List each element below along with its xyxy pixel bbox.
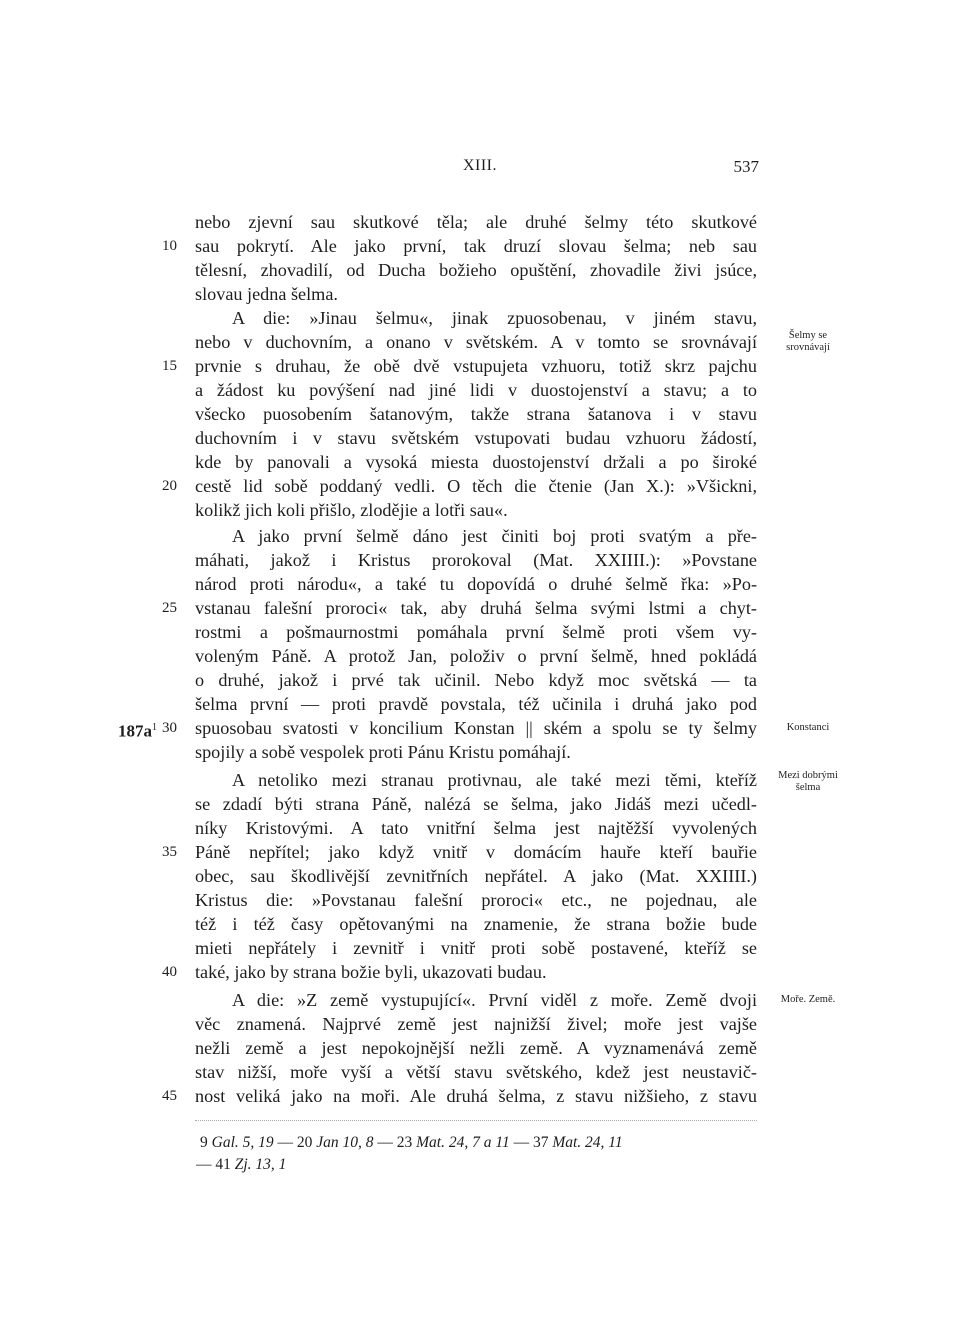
line-number: 40 [162, 964, 177, 980]
text-line: vstanau falešní proroci« tak, aby druhá šelma svými lstmi a chyt- [195, 598, 757, 618]
line-number: 15 [162, 358, 177, 374]
text-line: slovau jedna šelma. [195, 284, 338, 304]
margin-note: Konstanci [786, 722, 830, 733]
text-line: kolikž jich koli přišlo, zlodějie a lotři sau«. [195, 500, 508, 520]
text-line: A jako první šelmě dáno jest činiti boj proti svatým a pře- [232, 526, 757, 546]
text-line: nost veliká jako na moři. Ale druhá šelma, z stavu nižšieho, z stavu [195, 1086, 757, 1106]
text-line: A die: »Jinau šelmu«, jinak zpuosobenau, v jiném stavu, [232, 308, 757, 328]
text-line: nebo v duchovním, a onano v světském. A v tomto se srovnávají [195, 332, 757, 352]
text-line: voleným Páně. A protož Jan, položiv o první šelmě, hned pokládá [195, 646, 757, 666]
footnote-number: 20 [296, 1134, 313, 1151]
text-line: šelma první — proti pravdě povstala, též učinila i druhá jako pod [195, 694, 757, 714]
text-line: A die: »Z země vystupující«. První viděl z moře. Země dvoji [232, 990, 757, 1010]
text-line: se zdadí býti strana Páně, nalézá se šelma, jako Jidáš mezi učedl- [195, 794, 757, 814]
text-line: Kristus die: »Povstanau falešní proroci« etc., ne pojednau, ale [195, 890, 757, 910]
text-line: duchovním i v stavu světském vstupovati budau vzhuoru žádostí, [195, 428, 757, 448]
line-number: 10 [162, 238, 177, 254]
text-line: máhati, jakož i Kristus prorokoval (Mat. XXIIII.): »Povstane [195, 550, 757, 570]
footnote-reference: Jan 10, 8 [316, 1134, 374, 1151]
text-line: též i též časy opětovanými na znamenie, že strana božie bude [195, 914, 757, 934]
text-line: nebo zjevní sau skutkové těla; ale druhé šelmy této skutkové [195, 212, 757, 232]
text-line: A netoliko mezi stranau protivnau, ale také mezi těmi, kteříž [232, 770, 757, 790]
chapter-heading: XIII. [462, 157, 498, 174]
text-line: všecko puosobením šatanovým, takže strana šatanova i v stavu [195, 404, 757, 424]
footnote-number: 23 [396, 1134, 413, 1151]
text-line: prvnie s druhau, že obě dvě vstupujeta vzhuoru, totiž skrz pajchu [195, 356, 757, 376]
text-line: tělesní, zhovadilí, od Ducha božieho opuštění, zhovadile živi jsúce, [195, 260, 757, 280]
footnote-reference: Gal. 5, 19 [211, 1134, 274, 1151]
text-line: Páně nepřítel; jako když vnitř v domácím hauře kteří bauřie [195, 842, 757, 862]
text-line: o druhé, jakož i prvé tak učinil. Nebo když moc světská — ta [195, 670, 757, 690]
footnote-dash: — [277, 1134, 293, 1151]
margin-note: Mezi dobrými šelma [778, 770, 838, 793]
footnote-reference: Zj. 13, 1 [234, 1156, 287, 1173]
text-line: mieti nepřátely i zevnitř i vnitř proti sobě postavené, kteříž se [195, 938, 757, 958]
footnote-reference: Mat. 24, 7 a 11 [416, 1134, 510, 1151]
text-line: spuosobau svatosti v koncilium Konstan || ském a spolu se ty šelmy [195, 718, 757, 738]
text-line: a žádost ku povýšení nad jiné lidi v duostojenství a stavu; a to [195, 380, 757, 400]
text-line: rostmi a pošmaurnostmi pomáhala první šelmě proti všem vy- [195, 622, 757, 642]
footnote-number: 37 [532, 1134, 549, 1151]
page-number: 537 [733, 157, 759, 176]
line-number: 45 [162, 1088, 177, 1104]
line-number: 25 [162, 600, 177, 616]
footnote-number: 9 [200, 1134, 208, 1151]
margin-note: Šelmy se srovnávají [786, 330, 830, 353]
text-line: národ proti národu«, a také tu dopovídá o druhé šelmě řka: »Po- [195, 574, 757, 594]
margin-note: Moře. Země. [780, 994, 836, 1005]
line-number: 35 [162, 844, 177, 860]
folio-mark-main: 187a [118, 721, 152, 741]
folio-mark-sup: 1 [152, 722, 157, 733]
text-line: nežli země a jest nepokojnější nežli země. A vyznamenává země [195, 1038, 757, 1058]
line-number: 30 [162, 720, 177, 736]
line-number: 20 [162, 478, 177, 494]
text-line: stav nižší, moře vyší a větší stavu světského, kdež jest neustavič- [195, 1062, 757, 1082]
text-line: věc znamená. Najprvé země jest najnižší živel; moře jest vajše [195, 1014, 757, 1034]
footnote-dash: — [513, 1134, 530, 1151]
folio-mark [118, 716, 157, 744]
text-line: sau pokrytí. Ale jako první, tak druzí slovau šelma; neb sau [195, 236, 757, 256]
text-line: cestě lid sobě poddaný vedli. O těch die čtenie (Jan X.): »Všickni, [195, 476, 757, 496]
footnote-separator [195, 1120, 757, 1121]
footnote-dash: — [196, 1156, 212, 1173]
text-line: níky Kristovými. A tato vnitřní šelma jest najtěžší vyvolených [195, 818, 757, 838]
footnote-line [196, 1154, 286, 1176]
text-line: obec, sau škodlivější zevnitřních nepřátel. A jako (Mat. XXIIII.) [195, 866, 757, 886]
footnote-line [200, 1132, 623, 1154]
footnote-number: 41 [215, 1156, 231, 1173]
text-line: kde by panovali a vysoká miesta duostojenství držali a po široké [195, 452, 757, 472]
text-line: spojily a sobě vespolek proti Pánu Kristu pomáhají. [195, 742, 571, 762]
text-line: také, jako by strana božie byli, ukazovati budau. [195, 962, 547, 982]
footnote-reference: Mat. 24, 11 [552, 1134, 623, 1151]
footnote-dash: — [377, 1134, 393, 1151]
